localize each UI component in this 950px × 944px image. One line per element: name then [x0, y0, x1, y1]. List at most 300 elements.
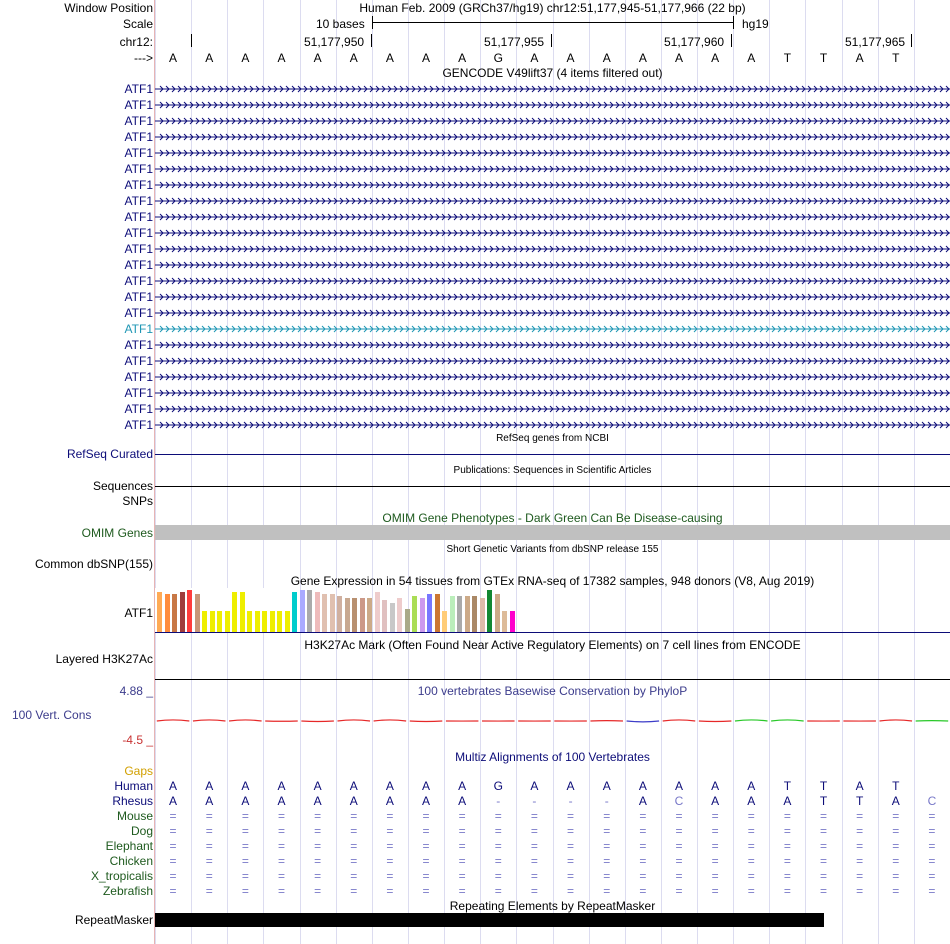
gencode-transcript-label[interactable]: ATF1 [124, 386, 153, 400]
multiz-base: = [567, 854, 575, 868]
gencode-transcript-label[interactable]: ATF1 [124, 274, 153, 288]
coord-tick-2: 51,177,955 [484, 35, 545, 49]
gencode-transcript-line[interactable] [155, 148, 950, 158]
omim-bar[interactable] [155, 525, 950, 540]
gencode-transcript-label[interactable]: ATF1 [124, 242, 153, 256]
gencode-transcript-line[interactable] [155, 420, 950, 430]
multiz-base: = [241, 884, 249, 898]
phylop-score-mark [157, 720, 190, 721]
gtex-tissue-bar[interactable] [337, 596, 342, 632]
multiz-base: = [747, 809, 755, 823]
multiz-base: A [277, 779, 286, 793]
multiz-base: = [205, 824, 213, 838]
scale-bar-left-tick [372, 16, 373, 29]
multiz-base: = [314, 869, 322, 883]
gtex-tissue-bar[interactable] [472, 596, 477, 632]
sequence-base: A [169, 51, 178, 65]
multiz-base: = [603, 839, 611, 853]
gtex-tissue-bar[interactable] [262, 611, 267, 632]
multiz-base: T [855, 794, 864, 808]
multiz-base: = [892, 809, 900, 823]
sequence-base: A [277, 51, 286, 65]
gtex-tissue-bar[interactable] [367, 598, 372, 632]
multiz-base: = [205, 809, 213, 823]
gtex-tissue-bar[interactable] [165, 594, 170, 632]
coord-tick-3: 51,177,960 [664, 35, 725, 49]
gencode-transcript-label[interactable]: ATF1 [124, 130, 153, 144]
gtex-tissue-bar[interactable] [405, 609, 410, 632]
repeatmasker-title[interactable]: Repeating Elements by RepeatMasker [449, 899, 656, 913]
gtex-title[interactable]: Gene Expression in 54 tissues from GTEx RNA-seq of 17382 samples, 948 donors (V8, Aug 2019) [290, 574, 815, 588]
sequence-base: T [783, 51, 792, 65]
multiz-base: = [350, 839, 358, 853]
multiz-base: = [675, 884, 683, 898]
multiz-base: = [639, 809, 647, 823]
gtex-gene-line[interactable] [155, 632, 950, 633]
multiz-base: = [530, 869, 538, 883]
gencode-transcript-label[interactable]: ATF1 [124, 354, 153, 368]
window-position-value: Human Feb. 2009 (GRCh37/hg19) chr12:51,177,945-51,177,966 (22 bp) [359, 1, 746, 15]
multiz-species-label[interactable]: Mouse [116, 809, 153, 823]
multiz-base: = [711, 869, 719, 883]
gtex-tissue-bar[interactable] [360, 598, 365, 632]
gencode-transcript-label[interactable]: ATF1 [124, 162, 153, 176]
multiz-base: = [241, 839, 249, 853]
multiz-species-label[interactable]: Dog [130, 824, 153, 838]
phylop-score-mark [193, 720, 226, 721]
multiz-base: = [747, 839, 755, 853]
gtex-tissue-bar[interactable] [292, 592, 297, 632]
gencode-transcript-line[interactable] [155, 356, 950, 366]
publications-title[interactable]: Publications: Sequences in Scientific Articles [453, 465, 652, 476]
phylop-score-mark [374, 720, 407, 721]
gtex-tissue-bar[interactable] [457, 596, 462, 632]
gencode-transcript-line[interactable] [155, 132, 950, 142]
multiz-base: A [566, 779, 575, 793]
gtex-tissue-bar[interactable] [480, 598, 485, 632]
multiz-base: = [928, 809, 936, 823]
multiz-base: = [169, 824, 177, 838]
gencode-transcript-line[interactable] [155, 308, 950, 318]
gtex-tissue-bar[interactable] [382, 600, 387, 632]
gtex-tissue-bar[interactable] [510, 611, 515, 632]
gencode-transcript-label[interactable]: ATF1 [124, 98, 153, 112]
gtex-tissue-bar[interactable] [412, 596, 417, 632]
multiz-base: = [928, 839, 936, 853]
multiz-base: T [819, 779, 828, 793]
sequence-base: A [855, 51, 864, 65]
multiz-base: = [783, 809, 791, 823]
multiz-base: A [783, 794, 792, 808]
multiz-base: = [711, 824, 719, 838]
gencode-transcript-label[interactable]: ATF1 [124, 338, 153, 352]
multiz-base: = [892, 839, 900, 853]
sequence-base: A [313, 51, 322, 65]
sequence-base: A [638, 51, 647, 65]
multiz-base: A [711, 794, 720, 808]
multiz-base: = [928, 869, 936, 883]
multiz-base: = [314, 824, 322, 838]
multiz-base: = [783, 839, 791, 853]
sequence-base: G [493, 51, 503, 65]
multiz-base: = [856, 824, 864, 838]
multiz-base: = [422, 809, 430, 823]
multiz-base: = [277, 809, 285, 823]
omim-title[interactable]: OMIM Gene Phenotypes - Dark Green Can Be Disease-causing [382, 511, 723, 525]
gtex-tissue-bar[interactable] [352, 598, 357, 632]
phylop-min-label: -4.5 _ [122, 733, 153, 747]
multiz-base: = [530, 884, 538, 898]
multiz-base: = [422, 854, 430, 868]
gencode-transcript-line[interactable] [155, 404, 950, 414]
phylop-score-mark [301, 721, 334, 722]
gencode-transcript-line[interactable] [155, 180, 950, 190]
multiz-base: = [350, 854, 358, 868]
multiz-base: = [205, 884, 213, 898]
dbsnp-label[interactable]: Common dbSNP(155) [34, 557, 153, 571]
ruler-tick [551, 34, 552, 47]
multiz-base: = [820, 869, 828, 883]
h3k27ac-title[interactable]: H3K27Ac Mark (Often Found Near Active Regulatory Elements) on 7 cell lines from ENCODE [304, 638, 801, 652]
multiz-base: = [567, 809, 575, 823]
gtex-tissue-bar[interactable] [187, 590, 192, 632]
multiz-base: A [602, 779, 611, 793]
multiz-base: = [422, 824, 430, 838]
multiz-base: = [639, 884, 647, 898]
sequence-base: T [892, 51, 900, 65]
gtex-tissue-bar[interactable] [442, 611, 447, 632]
gencode-transcript-line[interactable] [155, 116, 950, 126]
gencode-transcript-label[interactable]: ATF1 [124, 322, 153, 336]
multiz-species-label[interactable]: X_tropicalis [90, 869, 153, 883]
omim-label[interactable]: OMIM Genes [81, 526, 153, 540]
gencode-transcript-line[interactable] [155, 276, 950, 286]
multiz-base: = [277, 824, 285, 838]
multiz-base: T [783, 779, 792, 793]
multiz-base: = [241, 869, 249, 883]
gtex-tissue-bar[interactable] [322, 594, 327, 632]
gencode-transcript-label[interactable]: ATF1 [124, 306, 153, 320]
multiz-base: = [422, 839, 430, 853]
gtex-tissue-bar[interactable] [255, 611, 260, 632]
multiz-base: = [205, 869, 213, 883]
multiz-base: = [856, 839, 864, 853]
multiz-base: A [422, 779, 431, 793]
gencode-transcript-line[interactable] [155, 292, 950, 302]
multiz-base: A [385, 779, 394, 793]
gtex-tissue-bar[interactable] [315, 592, 320, 632]
multiz-base: = [711, 854, 719, 868]
refseq-label[interactable]: RefSeq Curated [66, 447, 153, 461]
gtex-tissue-bar[interactable] [180, 592, 185, 632]
gtex-tissue-bar[interactable] [397, 598, 402, 632]
h3k27ac-label[interactable]: Layered H3K27Ac [55, 652, 153, 666]
multiz-base: = [530, 824, 538, 838]
multiz-title[interactable]: Multiz Alignments of 100 Vertebrates [455, 750, 650, 764]
gencode-transcript-line[interactable] [155, 372, 950, 382]
gencode-transcript-line[interactable] [155, 100, 950, 110]
multiz-base: = [783, 824, 791, 838]
repeatmasker-bar[interactable] [155, 913, 824, 927]
multiz-base: = [458, 854, 466, 868]
gencode-transcript-line[interactable] [155, 196, 950, 206]
multiz-base: = [350, 809, 358, 823]
multiz-base: A [638, 779, 647, 793]
phylop-score-mark [337, 720, 370, 721]
multiz-base: A [313, 779, 322, 793]
multiz-base: = [169, 854, 177, 868]
multiz-base: = [530, 809, 538, 823]
multiz-base: = [241, 809, 249, 823]
gencode-transcript-label[interactable]: ATF1 [124, 178, 153, 192]
gtex-tissue-bar[interactable] [307, 590, 312, 632]
multiz-base: = [856, 884, 864, 898]
multiz-species-label[interactable]: Human [114, 779, 153, 793]
phylop-score-mark [229, 720, 262, 721]
gencode-transcript-line[interactable] [155, 324, 950, 334]
multiz-base: = [820, 839, 828, 853]
repeatmasker-label[interactable]: RepeatMasker [74, 913, 153, 927]
multiz-base: = [458, 869, 466, 883]
gtex-tissue-bar[interactable] [390, 603, 395, 632]
ruler-tick [191, 34, 192, 47]
multiz-base: = [205, 839, 213, 853]
sequence-base: A [458, 51, 467, 65]
multiz-base: = [783, 854, 791, 868]
multiz-base: = [422, 869, 430, 883]
gtex-tissue-bar[interactable] [502, 611, 507, 632]
scale-bar-right-tick [733, 16, 734, 29]
multiz-species-label[interactable]: Rhesus [112, 794, 153, 808]
scale-bar [372, 22, 734, 23]
multiz-base: = [422, 884, 430, 898]
multiz-base: = [783, 884, 791, 898]
multiz-base: = [386, 854, 394, 868]
window-position-label: Window Position [64, 1, 153, 15]
publications-line[interactable] [155, 486, 950, 487]
multiz-base: A [169, 794, 178, 808]
sequence-base: A [205, 51, 214, 65]
multiz-base: = [603, 824, 611, 838]
sequence-base: A [385, 51, 394, 65]
gencode-transcript-label[interactable]: ATF1 [124, 194, 153, 208]
dbsnp-title[interactable]: Short Genetic Variants from dbSNP release 155 [446, 544, 659, 555]
multiz-base: = [639, 824, 647, 838]
multiz-base: = [169, 869, 177, 883]
gtex-tissue-bar[interactable] [202, 611, 207, 632]
multiz-base: = [675, 809, 683, 823]
multiz-base: = [386, 809, 394, 823]
multiz-base: A [422, 794, 431, 808]
gtex-tissue-bar[interactable] [195, 594, 200, 632]
gtex-tissue-bar[interactable] [247, 611, 252, 632]
phylop-score-mark [880, 720, 913, 721]
refseq-gene-line[interactable] [155, 454, 950, 455]
multiz-base: A [747, 794, 756, 808]
multiz-base: = [747, 854, 755, 868]
sequence-base: A [747, 51, 756, 65]
multiz-base: = [928, 854, 936, 868]
gtex-tissue-bar[interactable] [217, 611, 222, 632]
gencode-transcript-label[interactable]: ATF1 [124, 114, 153, 128]
multiz-base: A [674, 779, 683, 793]
gencode-transcript-line[interactable] [155, 388, 950, 398]
multiz-species-label[interactable]: Chicken [109, 854, 153, 868]
multiz-base: = [928, 824, 936, 838]
multiz-base: = [567, 839, 575, 853]
gtex-tissue-bar[interactable] [240, 592, 245, 632]
phylop-score-mark [663, 720, 696, 721]
multiz-base: = [892, 869, 900, 883]
gencode-transcript-line[interactable] [155, 212, 950, 222]
publications-label[interactable]: Sequences [92, 479, 153, 493]
gtex-tissue-bar[interactable] [157, 592, 162, 632]
gencode-transcript-label[interactable]: ATF1 [124, 146, 153, 160]
gencode-transcript-line[interactable] [155, 260, 950, 270]
phylop-title[interactable]: 100 vertebrates Basewise Conservation by PhyloP [417, 684, 688, 698]
gencode-transcript-label[interactable]: ATF1 [124, 226, 153, 240]
multiz-base: - [496, 794, 501, 808]
multiz-base: = [494, 854, 502, 868]
gtex-tissue-bar[interactable] [300, 590, 305, 632]
multiz-base: = [603, 854, 611, 868]
gencode-transcript-label[interactable]: ATF1 [124, 370, 153, 384]
multiz-base: A [891, 794, 900, 808]
gtex-label[interactable]: ATF1 [124, 606, 153, 620]
multiz-base: = [494, 839, 502, 853]
gtex-tissue-bar[interactable] [465, 596, 470, 632]
gtex-tissue-bar[interactable] [450, 596, 455, 632]
multiz-base: = [277, 854, 285, 868]
multiz-base: = [350, 884, 358, 898]
multiz-base: = [747, 884, 755, 898]
multiz-base: = [567, 824, 575, 838]
ruler-tick [371, 34, 372, 47]
gtex-tissue-bar[interactable] [277, 611, 282, 632]
gtex-tissue-bar[interactable] [495, 594, 500, 632]
gencode-transcript-line[interactable] [155, 84, 950, 94]
multiz-base: = [567, 884, 575, 898]
phylop-score-mark [699, 721, 732, 722]
gencode-transcript-label[interactable]: ATF1 [124, 210, 153, 224]
gencode-transcript-label[interactable]: ATF1 [124, 402, 153, 416]
multiz-base: = [711, 839, 719, 853]
gtex-tissue-bar[interactable] [270, 611, 275, 632]
multiz-base: - [604, 794, 609, 808]
multiz-base: = [386, 884, 394, 898]
multiz-base: - [568, 794, 573, 808]
multiz-base: = [494, 869, 502, 883]
gtex-tissue-bar[interactable] [285, 611, 290, 632]
sequence-base: T [819, 51, 828, 65]
assembly-label: hg19 [742, 17, 769, 31]
multiz-base: T [819, 794, 828, 808]
scale-label: Scale [122, 17, 153, 31]
gtex-tissue-bar[interactable] [487, 590, 492, 632]
phylop-score-mark [627, 721, 660, 722]
gtex-tissue-bar[interactable] [172, 594, 177, 632]
snps-label[interactable]: SNPs [122, 494, 153, 508]
sequence-base: A [602, 51, 611, 65]
multiz-base: A [313, 794, 322, 808]
multiz-base: = [820, 854, 828, 868]
multiz-base: = [675, 869, 683, 883]
multiz-base: = [277, 884, 285, 898]
gencode-transcript-label[interactable]: ATF1 [124, 418, 153, 432]
multiz-base: = [783, 869, 791, 883]
gtex-tissue-bar[interactable] [225, 611, 230, 632]
gencode-transcript-label[interactable]: ATF1 [124, 290, 153, 304]
phylop-label[interactable]: 100 Vert. Cons [12, 708, 92, 722]
gencode-transcript-label[interactable]: ATF1 [124, 258, 153, 272]
multiz-base: A [638, 794, 647, 808]
refseq-title[interactable]: RefSeq genes from NCBI [496, 433, 609, 444]
gtex-tissue-bar[interactable] [345, 598, 350, 632]
gencode-title[interactable]: GENCODE V49lift37 (4 items filtered out) [442, 66, 663, 80]
gtex-tissue-bar[interactable] [375, 592, 380, 632]
multiz-base: A [169, 779, 178, 793]
gtex-tissue-bar[interactable] [435, 594, 440, 632]
multiz-base: = [603, 809, 611, 823]
multiz-base: A [385, 794, 394, 808]
sequence-base: A [530, 51, 539, 65]
gtex-tissue-bar[interactable] [232, 592, 237, 632]
multiz-base: A [711, 779, 720, 793]
multiz-base: = [494, 824, 502, 838]
multiz-base: = [350, 869, 358, 883]
gencode-transcript-line[interactable] [155, 340, 950, 350]
multiz-base: = [747, 869, 755, 883]
multiz-base: = [747, 824, 755, 838]
gencode-transcript-line[interactable] [155, 164, 950, 174]
scale-text: 10 bases [316, 17, 365, 31]
gencode-transcript-line[interactable] [155, 228, 950, 238]
multiz-base: = [892, 884, 900, 898]
multiz-species-label[interactable]: Zebrafish [102, 884, 153, 898]
multiz-base: = [458, 824, 466, 838]
multiz-base: A [205, 794, 214, 808]
gencode-transcript-line[interactable] [155, 244, 950, 254]
multiz-base: A [747, 779, 756, 793]
multiz-base: A [349, 794, 358, 808]
gtex-tissue-bar[interactable] [427, 594, 432, 632]
multiz-base: A [458, 779, 467, 793]
gtex-tissue-bar[interactable] [330, 594, 335, 632]
multiz-base: = [386, 839, 394, 853]
multiz-base: = [892, 854, 900, 868]
gaps-label[interactable]: Gaps [124, 764, 153, 778]
multiz-base: = [241, 854, 249, 868]
multiz-base: A [241, 779, 250, 793]
multiz-base: = [820, 824, 828, 838]
multiz-base: T [892, 779, 900, 793]
multiz-base: = [530, 839, 538, 853]
multiz-base: = [314, 809, 322, 823]
multiz-base: - [532, 794, 537, 808]
multiz-base: = [603, 869, 611, 883]
multiz-base: = [928, 884, 936, 898]
gtex-tissue-bar[interactable] [210, 611, 215, 632]
multiz-base: C [674, 794, 684, 808]
multiz-base: = [711, 884, 719, 898]
gencode-transcript-label[interactable]: ATF1 [124, 82, 153, 96]
multiz-species-label[interactable]: Elephant [105, 839, 153, 853]
multiz-base: = [892, 824, 900, 838]
multiz-base: = [856, 854, 864, 868]
gtex-tissue-bar[interactable] [420, 598, 425, 632]
multiz-base: = [856, 809, 864, 823]
multiz-base: = [386, 869, 394, 883]
